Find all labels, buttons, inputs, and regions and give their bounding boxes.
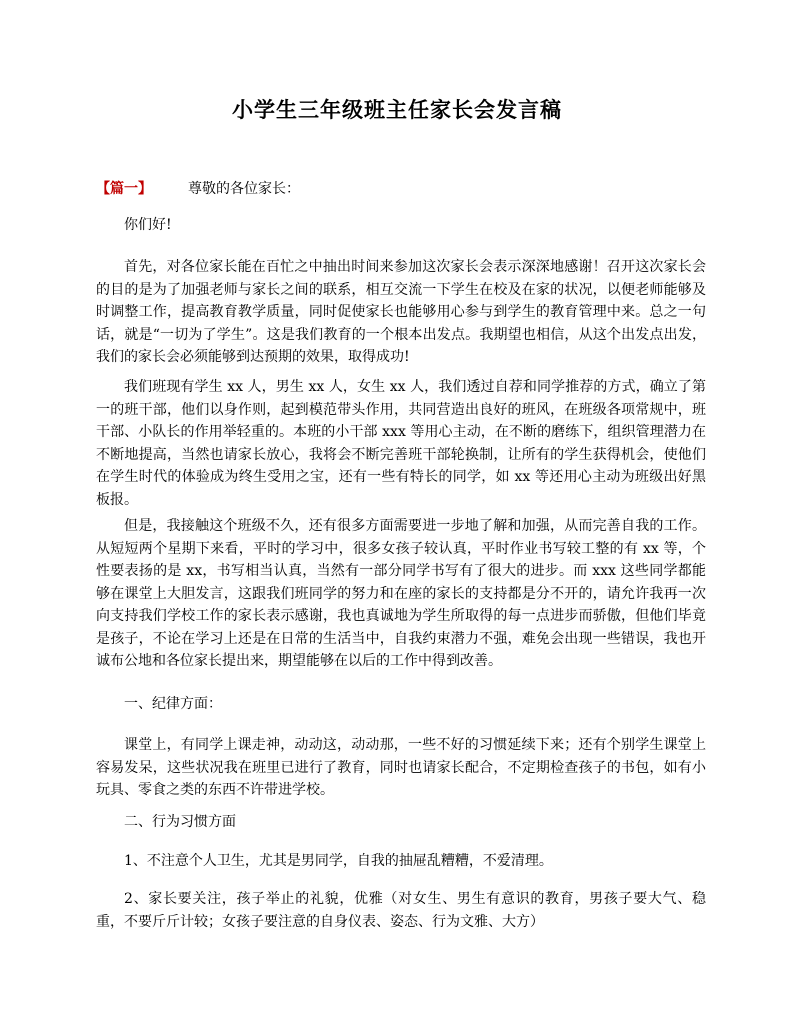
habit-item-1: 1、不注意个人卫生，尤其是男同学，自我的抽屉乱糟糟，不爱清理。 <box>124 853 553 869</box>
paragraph-1: 首先，对各位家长能在百忙之中抽出时间来参加这次家长会表示深深地感谢！召开这次家长会的目的是为了加强老师与家长之间的联系，相互交流一下学生在校及在家的状况，以便老师能够及时调整工作，提高教育教学质量，同时促使家长也能够用心参与到学生的教育管理中来。总之一句话，就是“一切为了学生”。这是我们教育的一个根本出发点。我期望也相信，从这个出发点出发，我们的家长会必须能够到达预期的效果，取得成功! <box>96 259 706 365</box>
document-title: 小学生三年级班主任家长会发言稿 <box>232 97 562 122</box>
section-tag: 【篇一】 <box>96 181 152 197</box>
habit-item-2: 2、家长要关注，孩子举止的礼貌，优雅（对女生、男生有意识的教育，男孩子要大气、稳重，不要斤斤计较；女孩子要注意的自身仪表、姿态、行为文雅、大方） <box>96 891 706 930</box>
paragraph-3: 但是，我接触这个班级不久，还有很多方面需要进一步地了解和加强，从而完善自我的工作。从短短两个星期下来看，平时的学习中，很多女孩子较认真，平时作业书写较工整的有 xx 等，个性要表扬的是 xx，书写相当认真，当然有一部分同学书写有了很大的进步。而 xxx 这些同学都能够在课堂上大胆发言，这跟我们班同学的努力和在座的家长的支持都是分不开的，请允许我再一次向支持我们学校工作的家长表示感谢，我也真诚地为学生所取得的每一点进步而骄傲，但他们毕竟是孩子，不论在学习上还是在日常的生活当中，自我约束潜力不强，难免会出现一些错误，我也开诚布公地和各位家长提出来，期望能够在以后的工作中得到改善。 <box>96 518 706 669</box>
paragraph-2: 我们班现有学生 xx 人，男生 xx 人，女生 xx 人，我们透过自荐和同学推荐的方式，确立了第一的班干部，他们以身作则，起到模范带头作用，共同营造出良好的班风，在班级各项常规中，班干部、小队长的作用举轻重的。本班的小干部 xxx 等用心主动，在不断的磨练下，组织管理潜力在不断地提高，当然也请家长放心，我将会不断完善班干部轮换制，让所有的学生获得机会，使他们在学生时代的体验成为终生受用之宝，还有一些有特长的同学，如 xx 等还用心主动为班级出好黑板报。 <box>96 379 706 508</box>
salutation: 尊敬的各位家长： <box>188 181 300 197</box>
heading-habits: 二、行为习惯方面 <box>124 814 236 830</box>
greeting: 你们好! <box>124 217 172 233</box>
heading-discipline: 一、纪律方面： <box>124 696 222 712</box>
discipline-paragraph: 课堂上，有同学上课走神，动动这，动动那，一些不好的习惯延续下来；还有个别学生课堂上容易发呆，这些状况我在班里已进行了教育，同时也请家长配合，不定期检查孩子的书包，如有小玩具、零食之类的东西不许带进学校。 <box>96 737 706 798</box>
section-header <box>96 178 300 200</box>
